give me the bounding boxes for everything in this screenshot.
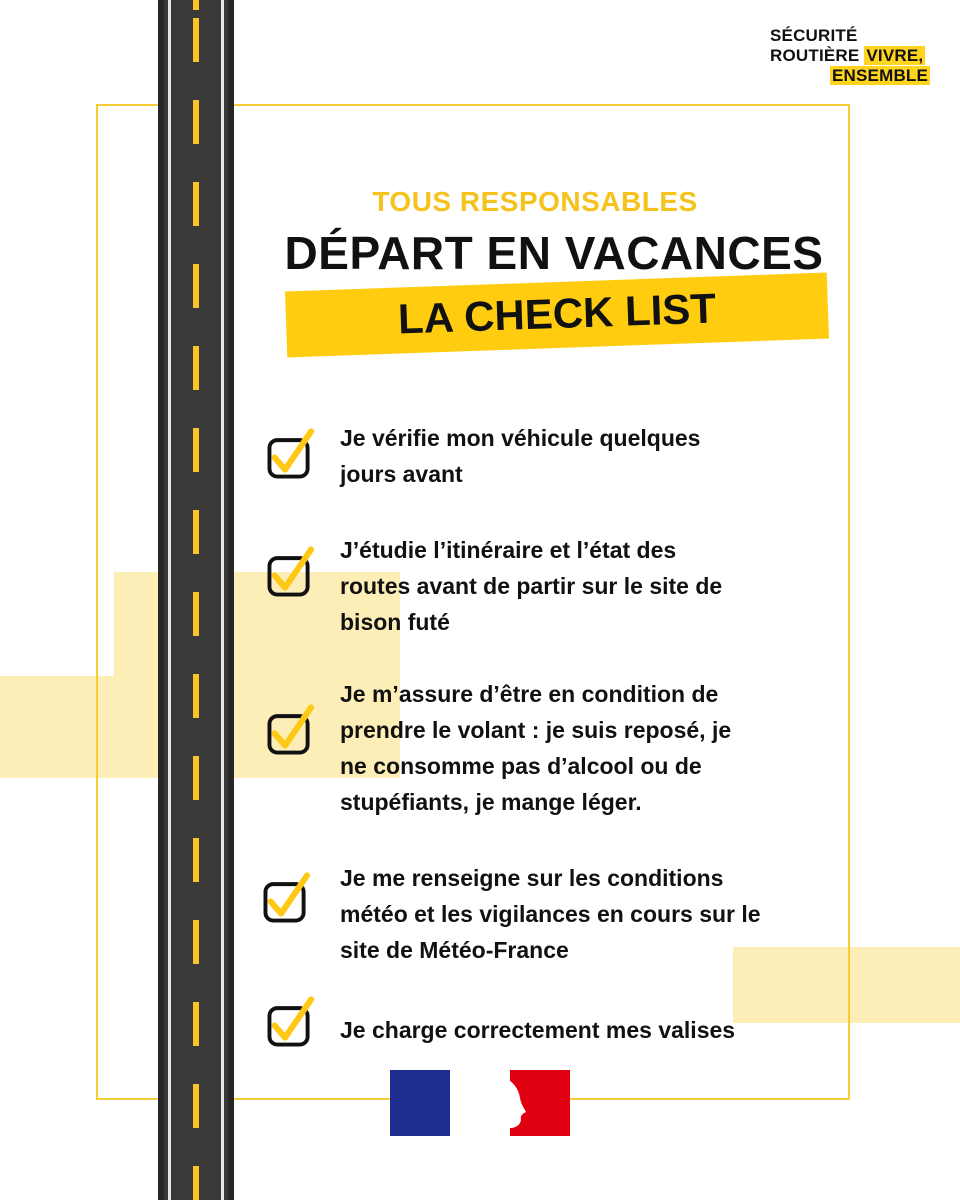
checkbox-check-icon — [266, 428, 318, 480]
checklist-banner-text: LA CHECK LIST — [397, 284, 717, 343]
checklist-item-text: J’étudie l’itinéraire et l’état des routes avant de partir sur le site de bison futé — [340, 537, 723, 635]
logo-line2: ROUTIÈRE — [770, 46, 860, 65]
road-decoration — [158, 0, 234, 1200]
checklist-item-text: Je me renseigne sur les conditions météo et les vigilances en cours sur le site de Météo-France — [340, 865, 761, 963]
checklist-item-text: Je charge correctement mes valises — [340, 1017, 736, 1043]
checkbox-check-icon — [266, 996, 318, 1048]
checklist-item-text: Je m’assure d’être en condition de prendre le volant : je suis reposé, je ne consomme pas d’alcool ou de stupéfiants, je mange léger. — [340, 681, 732, 815]
checkbox-check-icon — [262, 872, 314, 924]
checkbox-check-icon — [266, 704, 318, 756]
logo-tagline1: VIVRE, — [866, 46, 924, 65]
checkbox-check-icon — [266, 546, 318, 598]
road-lane-markings — [193, 0, 199, 1200]
checklist-item-text: Je vérifie mon véhicule quelques jours avant — [340, 425, 701, 487]
logo-tagline2: ENSEMBLE — [832, 66, 929, 85]
securite-routiere-logo — [770, 26, 930, 86]
republique-francaise-logo — [390, 1070, 570, 1136]
road-edge-right — [221, 0, 224, 1200]
marianne-emblem-icon — [420, 1070, 540, 1136]
logo-line1: SÉCURITÉ — [770, 26, 858, 45]
road-edge-left — [168, 0, 171, 1200]
subtitle: TOUS RESPONSABLES — [372, 186, 698, 217]
page-title: DÉPART EN VACANCES — [284, 227, 824, 279]
